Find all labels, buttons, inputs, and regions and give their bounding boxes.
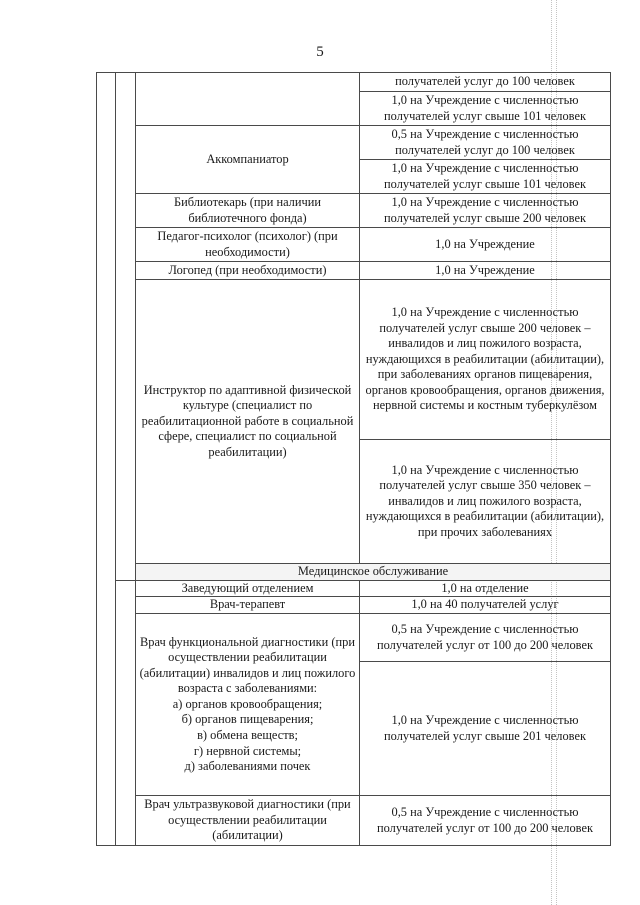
position-accompanist: Аккомпаниатор (136, 126, 360, 194)
number-column-cell (97, 73, 116, 846)
norm-cell: 1,0 на Учреждение (360, 262, 611, 280)
table-row (97, 796, 611, 846)
table-row (97, 597, 611, 614)
list-item: г) нервной системы; (193, 743, 302, 758)
norm-cell: 1,0 на Учреждение с численностью получателей услуг свыше 200 человек – инвалидов и лиц пожилого возраста, нуждающихся в реабилитации (абилитации), при заболеваниях органов пищеварения, органов кровообращения, органов движения, нервной системы и костным туберкулёзом (360, 280, 611, 440)
norm-cell: 1,0 на отделение (360, 580, 611, 597)
list-item: а) органов кровообращения; (172, 696, 323, 711)
position-head-of-department: Заведующий отделением (136, 580, 360, 597)
norm-cell: 1,0 на 40 получателей услуг (360, 597, 611, 614)
table-row (97, 194, 611, 228)
position-librarian: Библиотекарь (при наличии библиотечного фонда) (136, 194, 360, 228)
table-row (97, 564, 611, 581)
position-speech-therapist: Логопед (при необходимости) (136, 262, 360, 280)
norm-cell: 0,5 на Учреждение с численностью получателей услуг от 100 до 200 человек (360, 614, 611, 662)
position-therapist: Врач-терапевт (136, 597, 360, 614)
page-number: 5 (316, 44, 324, 60)
norm-cell: 1,0 на Учреждение с численностью получателей услуг свыше 101 человек (360, 160, 611, 194)
norm-cell: получателей услуг до 100 человек (360, 73, 611, 92)
table-row (97, 228, 611, 262)
position-text: Врач функциональной диагностики (при осуществлении реабилитации (абилитации) инвалидов и лиц пожилого возраста с заболеваниями: (139, 634, 356, 696)
position-functional-diagnostics (136, 614, 360, 796)
list-item: д) заболеваниями почек (184, 759, 311, 774)
section-title-medical: Медицинское обслуживание (136, 564, 611, 581)
position-cell-empty (136, 73, 360, 126)
norm-cell: 1,0 на Учреждение (360, 228, 611, 262)
subnumber-column-cell (116, 73, 136, 581)
position-psychologist: Педагог-психолог (психолог) (при необходимости) (136, 228, 360, 262)
list-item: в) обмена веществ; (197, 728, 298, 743)
norm-cell: 1,0 на Учреждение с численностью получателей услуг свыше 350 человек – инвалидов и лиц пожилого возраста, нуждающихся в реабилитации (абилитации), при прочих заболеваниях (360, 440, 611, 564)
table-row (97, 280, 611, 440)
staffing-norms-table (96, 72, 611, 846)
norm-cell: 0,5 на Учреждение с численностью получателей услуг от 100 до 200 человек (360, 796, 611, 846)
position-instructor: Инструктор по адаптивной физической культуре (специалист по реабилитационной работе в социальной сфере, специалист по социальной реабилитации) (136, 280, 360, 564)
table-row (97, 262, 611, 280)
norm-cell: 1,0 на Учреждение с численностью получателей услуг свыше 200 человек (360, 194, 611, 228)
subnumber-column-cell (116, 580, 136, 846)
list-item: б) органов пищеварения; (181, 712, 314, 727)
norm-cell: 1,0 на Учреждение с численностью получателей услуг свыше 201 человек (360, 662, 611, 796)
norm-cell: 1,0 на Учреждение с численностью получателей услуг свыше 101 человек (360, 92, 611, 126)
table-row (97, 126, 611, 160)
table-row (97, 73, 611, 92)
table-row (97, 580, 611, 597)
norm-cell: 0,5 на Учреждение с численностью получателей услуг до 100 человек (360, 126, 611, 160)
position-ultrasound: Врач ультразвуковой диагностики (при осуществлении реабилитации (абилитации) (136, 796, 360, 846)
table-row (97, 614, 611, 662)
